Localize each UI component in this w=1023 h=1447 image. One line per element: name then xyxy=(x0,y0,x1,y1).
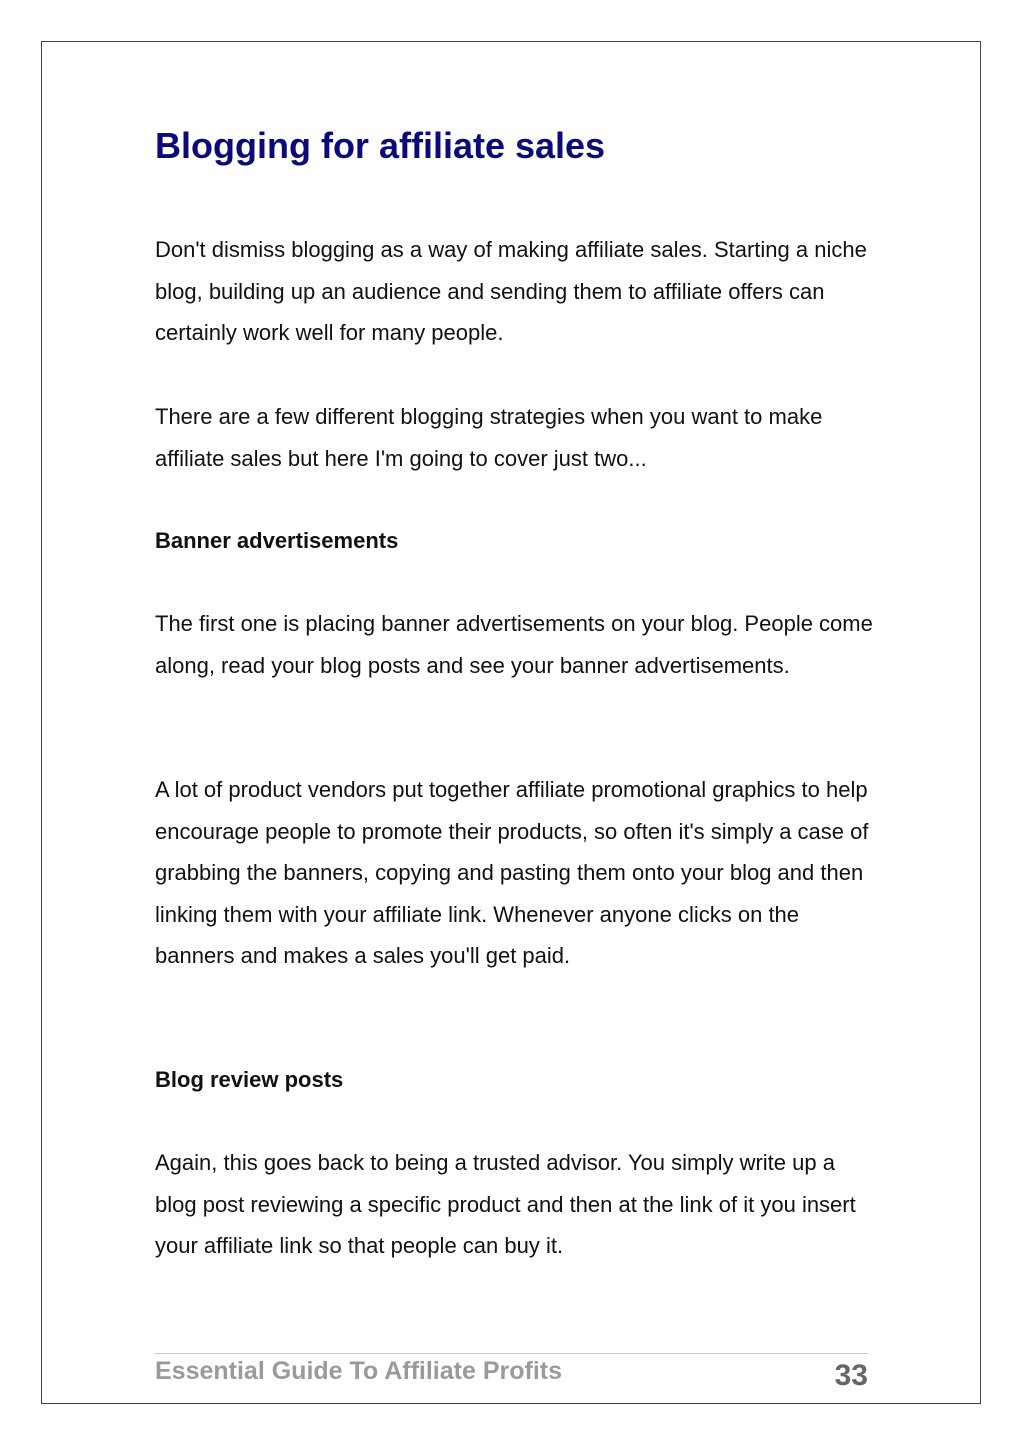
paragraph-strategies: There are a few different blogging strategies when you want to make affiliate sales but here I'm going to cover just two... xyxy=(155,404,823,471)
paragraph-review-posts: Again, this goes back to being a trusted advisor. You simply write up a blog post reviewing a specific product and then at the link of it you insert your affiliate link so that people can buy it. xyxy=(155,1150,856,1258)
footer-book-title: Essential Guide To Affiliate Profits xyxy=(155,1357,563,1385)
page-title: Blogging for affiliate sales xyxy=(155,125,606,166)
subheading-banner-advertisements: Banner advertisements xyxy=(155,528,399,553)
paragraph-banner-first: The first one is placing banner advertisements on your blog. People come along, read your blog posts and see your banner advertisements. xyxy=(155,611,873,678)
subheading-blog-review-posts: Blog review posts xyxy=(155,1067,344,1092)
footer-divider xyxy=(155,1353,868,1354)
page-number: 33 xyxy=(834,1359,868,1392)
paragraph-intro: Don't dismiss blogging as a way of making affiliate sales. Starting a niche blog, building up an audience and sending them to affiliate offers can certainly work well for many people. xyxy=(155,237,867,345)
paragraph-banner-vendors: A lot of product vendors put together affiliate promotional graphics to help encourage people to promote their products, so often it's simply a case of grabbing the banners, copying and pasting them onto your blog and then linking them with your affiliate link. Whenever anyone clicks on the banners and makes a sales you'll get paid. xyxy=(155,777,869,968)
